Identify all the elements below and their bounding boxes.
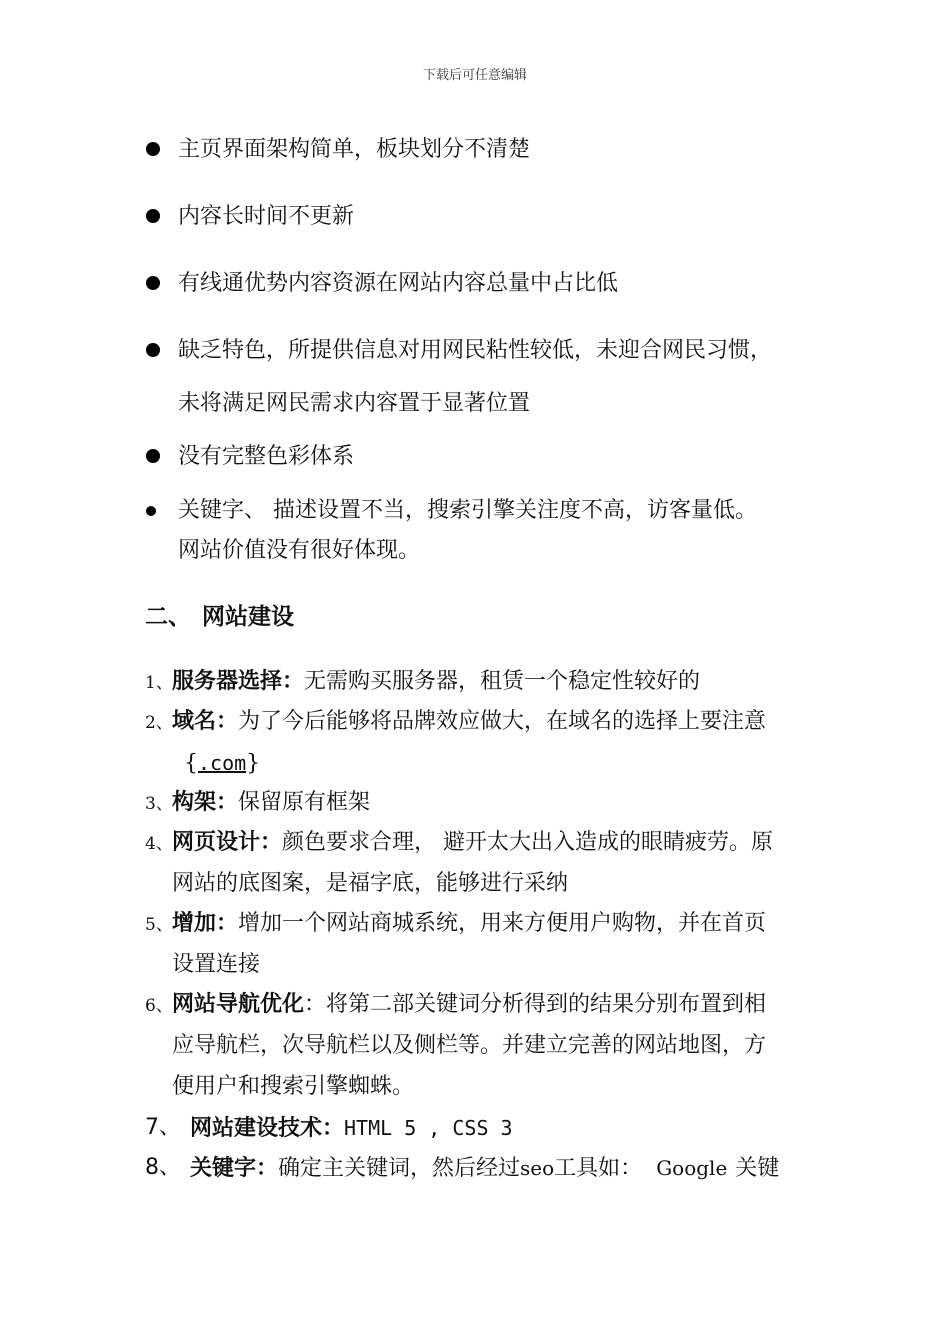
page-header: 下载后可任意编辑 [422,68,527,83]
item-line [172,667,700,697]
bullet-text: 没有完整色彩体系 [178,444,355,469]
bullet-dot [146,449,160,463]
bullet-dot [146,142,160,156]
item-line [172,828,773,858]
item-line [190,1153,779,1184]
item-number: 2、 [145,713,173,733]
item-text: 工具如： [554,1156,643,1181]
item-number: 5、 [145,915,173,935]
item-label: 域名： [172,709,239,734]
item-text: ：将第二部关键词分析得到的结果分别布置到相 [304,992,767,1017]
item-number: 3、 [145,794,173,814]
seo-term: seo [520,1156,555,1180]
item-label: 服务器选择： [172,669,305,694]
item-text: 关键 [735,1156,780,1181]
item-number: 6、 [145,996,173,1016]
item-number: 7、 [145,1115,181,1140]
item-text: 为了今后能够将品牌效应做大，在域名的选择上要注意 [238,709,767,734]
bullet-dot [146,506,156,516]
item-line [190,1113,513,1144]
item-label: 增加： [172,911,239,936]
item-text-continuation: 便用户和搜索引擎蜘蛛。 [172,1074,415,1099]
item-text-continuation: 应导航栏，次导航栏以及侧栏等。并建立完善的网站地图，方 [172,1033,767,1058]
item-text-continuation: 网站的底图案，是福字底，能够进行采纳 [172,871,569,896]
bullet-text: 主页界面架构简单，板块划分不清楚 [178,137,531,162]
brace-close: } [246,751,261,776]
item-label: 网站建设技术： [190,1116,345,1141]
item-text: 颜色要求合理， 避开太大出入造成的眼睛疲劳。原 [282,830,774,855]
brace-open: { [184,751,198,776]
section-number: 二、 [145,604,191,630]
item-line [172,990,766,1020]
bullet-text-continuation: 网站价值没有很好体现。 [178,538,421,563]
google-term: Google [656,1156,728,1180]
bullet-text-continuation: 未将满足网民需求内容置于显著位置 [178,391,531,416]
item-line [172,788,370,818]
bullet-dot [146,209,160,223]
item-text: 确定主关键词，然后经过 [278,1156,521,1181]
item-number: 1、 [145,673,173,693]
bullet-text: 有线通优势内容资源在网站内容总量中占比低 [178,271,619,296]
item-label: 构架： [172,790,239,815]
item-line [172,707,766,737]
item-label: 关键字： [190,1156,279,1181]
bullet-dot [146,343,160,357]
item-text: 保留原有框架 [238,790,371,815]
bullet-text: 内容长时间不更新 [178,204,355,229]
bullet-text: 关键字、 描述设置不当，搜索引擎关注度不高，访客量低。 [178,498,757,523]
domain-line [184,748,260,779]
item-number: 8、 [145,1155,181,1180]
item-line [172,909,766,939]
tech-value: HTML 5 , CSS 3 [344,1116,513,1140]
section-title: 网站建设 [202,604,294,630]
item-text-continuation: 设置连接 [172,952,261,977]
domain-suffix: .com [198,751,247,775]
item-text: 无需购买服务器，租赁一个稳定性较好的 [304,669,701,694]
bullet-dot [146,276,160,290]
item-number: 4、 [145,834,173,854]
bullet-text: 缺乏特色，所提供信息对用网民粘性较低，未迎合网民习惯， [178,338,773,363]
item-label: 网页设计： [172,830,283,855]
item-label: 网站导航优化 [172,992,305,1017]
item-text: 增加一个网站商城系统，用来方便用户购物，并在首页 [238,911,767,936]
